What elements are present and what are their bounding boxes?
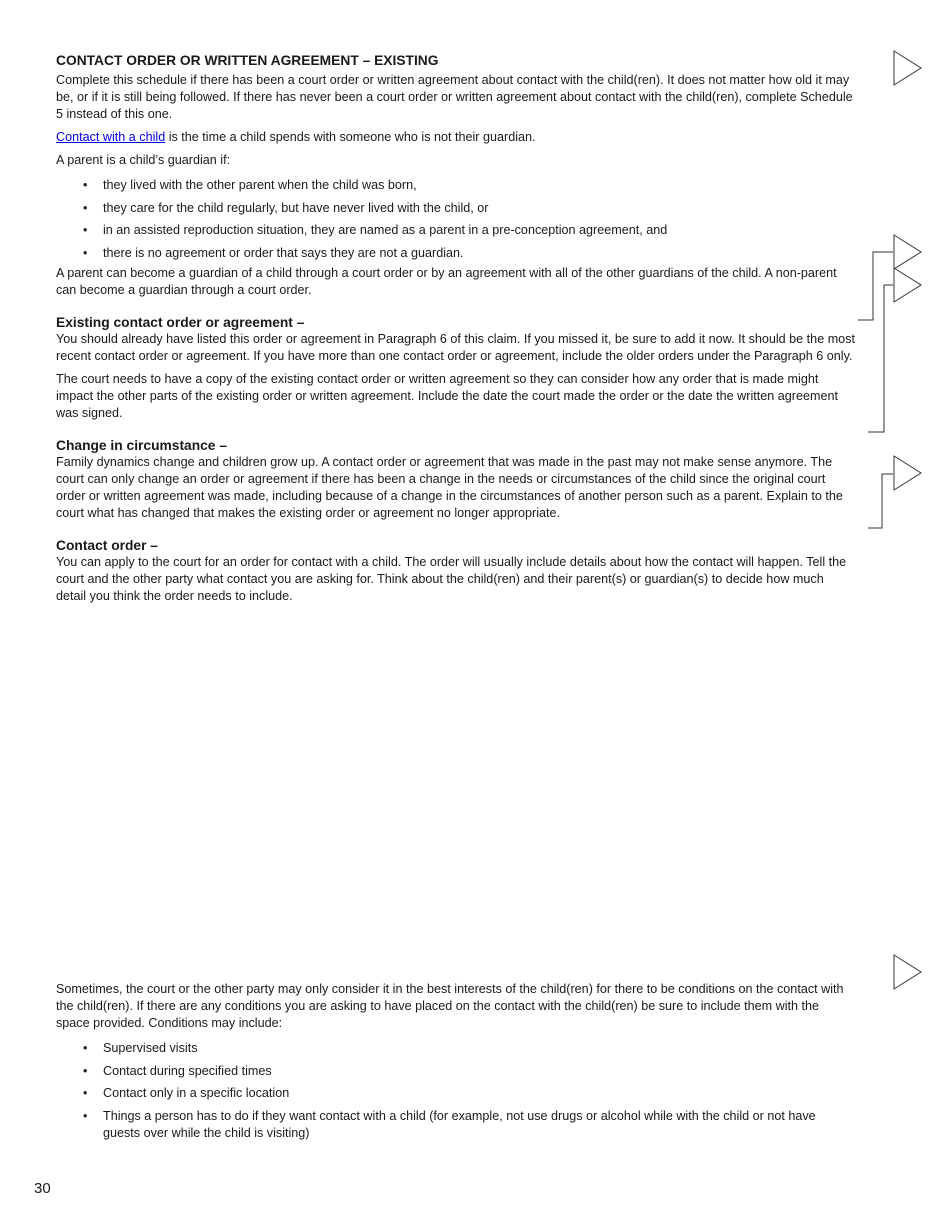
- guardian-lead: A parent is a child’s guardian if:: [56, 153, 231, 167]
- contact-with-child-link[interactable]: Contact with a child: [56, 130, 166, 144]
- bullet-icon: •: [83, 223, 88, 237]
- existing-heading: Existing contact order or agreement –: [56, 314, 305, 330]
- page-title: CONTACT ORDER OR WRITTEN AGREEMENT – EXISTING: [56, 53, 439, 68]
- list-item: • they care for the child regularly, but have never lived with the child, or: [83, 200, 489, 215]
- list-item: • they lived with the other parent when the child was born,: [83, 178, 417, 192]
- contact-order-heading: Contact order –: [56, 537, 158, 553]
- list-item: • Supervised visits: [83, 1041, 198, 1055]
- main-content: [56, 52, 856, 611]
- bullet-icon: •: [83, 200, 88, 215]
- bullet-icon: •: [83, 1086, 88, 1100]
- bullet-icon: •: [83, 245, 88, 260]
- change-heading: Change in circumstance –: [56, 437, 227, 453]
- list-item: • in an assisted reproduction situation, they are named as a parent in a pre-conception agreement, and: [83, 223, 668, 237]
- margin-connector-lines: [850, 230, 950, 540]
- list-item: • Contact only in a specific location: [83, 1086, 290, 1100]
- contact-definition: [56, 129, 856, 146]
- conditions-intro: Sometimes, the court or the other party may only consider it in the best interests of the child(ren) for there to be conditions on the contact with the child(ren). If there are any conditions you are asking to have placed on the contact with the child(ren) be sure to include them with the space provided. Conditions may include:: [56, 982, 844, 1030]
- change-paragraph: Family dynamics change and children grow up. A contact order or agreement that was made in the past may not make sense anymore. The court can only change an order or agreement if there has been a change in the needs or circumstances of the child since the original court order or written agreement was made, including because of a change in the circumstances of another person such as a parent. Explain to the court what has changed that makes the existing order or agreement no longer appropriate.: [56, 454, 843, 520]
- contact-order-paragraph: You can apply to the court for an order for contact with a child. The order will usually include details about how the contact will happen. Tell the court and the other party what contact you are asking for. Think about the child(ren) and their parent(s) or guardian(s) to decide how much detail you think the order needs to include.: [56, 554, 847, 603]
- guardian-conditions-list: [56, 177, 856, 262]
- page-number: 30: [34, 1180, 51, 1197]
- list-item: • there is no agreement or order that says they are not a guardian.: [83, 245, 464, 260]
- contact-definition-text: is the time a child spends with someone who is not their guardian.: [165, 130, 536, 144]
- guardian-note: A parent can become a guardian of a child through a court order or by an agreement with all of the other guardians of the child. A non-parent can become a guardian through a court order.: [56, 265, 837, 297]
- intro-paragraph: Complete this schedule if there has been a court order or written agreement about contact with the child(ren). It does not matter how old it may be, or if it is still being followed. If there has never been a court order or written agreement about contact with the child(ren), complete Schedule 5 instead of this one.: [56, 73, 853, 121]
- conditions-list: [56, 1040, 851, 1142]
- bullet-icon: •: [83, 178, 88, 192]
- existing-paragraph-1: You should already have listed this order or agreement in Paragraph 6 of this claim. If you missed it, be sure to add it now. It should be the most recent contact order or agreement. If you have more than one contact order or agreement, include the older orders under the Paragraph 6 only.: [56, 331, 855, 363]
- list-item: • Things a person has to do if they want contact with a child (for example, not use drugs or alcohol while with the child or not have guests over while the child is visiting): [83, 1108, 816, 1140]
- bullet-icon: •: [83, 1041, 88, 1055]
- bullet-icon: •: [83, 1063, 88, 1078]
- existing-paragraph-2: The court needs to have a copy of the existing contact order or written agreement so they can consider how any order that is made might impact the other parts of the existing order or written agreement. Include the date the court made the order or the date the written agreement was signed.: [56, 371, 838, 420]
- list-item: • Contact during specified times: [83, 1063, 272, 1078]
- bullet-icon: •: [83, 1108, 88, 1123]
- margin-arrow-icon[interactable]: [893, 50, 923, 86]
- conditions-section: [56, 981, 851, 1147]
- margin-arrow-icon[interactable]: [893, 954, 923, 990]
